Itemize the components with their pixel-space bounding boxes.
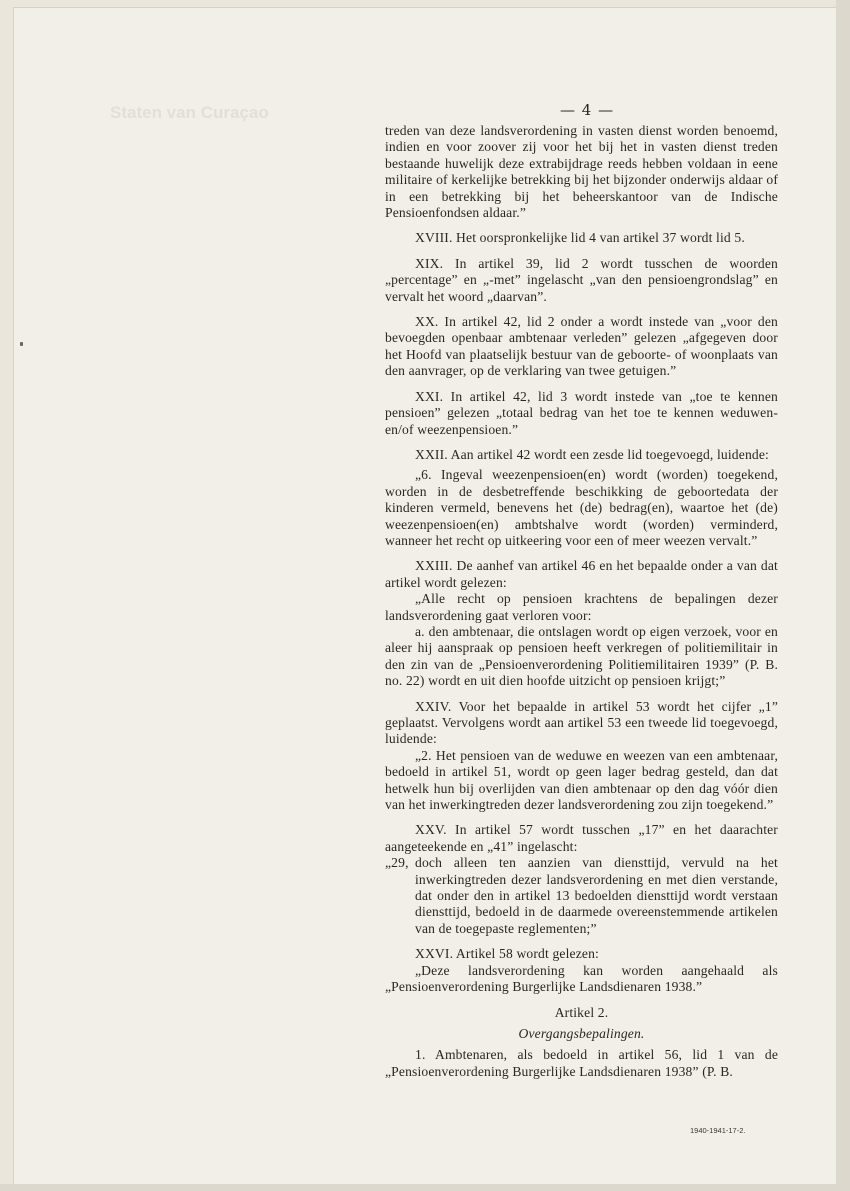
section-xxvi-quote: „Deze landsverordening kan worden aangehaald als „Pensioenverordening Burgerlijke Landsdienaren 1938.”	[385, 962, 778, 995]
section-xxiii-item-a: a. den ambtenaar, die ontslagen wordt op eigen verzoek, voor en aleer hij aanspraak op pensioen heeft verkregen of politiemilitair in den zin van de „Pensioenverordening Politiemilitairen 1939” (P. B. no. 22) wordt en uit dien hoofde uitzicht op pensioen krijgt;”	[385, 623, 778, 689]
section-xxiii: XXIII. De aanhef van artikel 46 en het bepaalde onder a van dat artikel wordt gelezen:	[385, 558, 778, 590]
section-xxiv: XXIV. Voor het bepaalde in artikel 53 wordt het cijfer „1” geplaatst. Vervolgens wordt aan artikel 53 een tweede lid toegevoegd, luidende:	[385, 698, 778, 747]
scan-edge-right	[836, 0, 850, 1191]
document-body	[385, 123, 778, 1080]
section-xx: XX. In artikel 42, lid 2 onder a wordt instede van „voor den bevoegden openbaar ambtenaar verleden” gelezen „afgegeven door het Hoofd van plaatselijk bestuur van de geboorte- of woonplaats van den aanvrager, op de verklaring van twee getuigen.”	[385, 314, 778, 379]
section-xxiii-quote: „Alle recht op pensioen krachtens de bepalingen dezer landsverordening gaat verloren voor:	[385, 591, 778, 623]
section-xxv: XXV. In artikel 57 wordt tusschen „17” en het daarachter aangeteekende en „41” ingelascht:	[385, 822, 778, 854]
article-heading: Artikel 2.	[554, 1004, 609, 1020]
show-through-stamp: Staten van Curaçao	[110, 103, 269, 122]
section-xxv-insert-text: doch alleen ten aanzien van diensttijd, vervuld na het inwerkingtreden dezer landsverordening en met dien verstande, dat onder den in artikel 13 bedoelden diensttijd wordt verstaan diensttijd, bedoeld in de daarmede overeenstemmende artikelen van de toegepaste reglementen;”	[415, 855, 778, 936]
punch-mark	[20, 342, 23, 346]
section-xviii: XVIII. Het oorspronkelijke lid 4 van artikel 37 wordt lid 5.	[415, 230, 745, 246]
continuation-paragraph: treden van deze landsverordening in vasten dienst worden benoemd, indien en voor zoover zij voor het bij het in vasten dienst treden bestaande huwelijk deze extrabijdrage reeds hebben voldaan in eene militaire of kerkelijke betrekking bij het bijzonder onderwijs aldaar of in een betrekking bij het beheerskantoor van de Indische Pensioenfondsen aldaar.”	[385, 123, 778, 221]
section-xxii: XXII. Aan artikel 42 wordt een zesde lid toegevoegd, luidende:	[415, 446, 769, 462]
section-xxv-insert	[385, 855, 778, 937]
section-xix: XIX. In artikel 39, lid 2 wordt tusschen de woorden „percentage” en „-met” ingelascht „van den pensioengrondslag” en vervalt het woord „daarvan”.	[385, 255, 778, 304]
article-subheading: Overgangsbepalingen.	[518, 1025, 645, 1041]
section-xxi: XXI. In artikel 42, lid 3 wordt instede van „toe te kennen pensioen” gelezen „totaal bedrag van het toe te kennen weduwen- en/of weezenpensioen.”	[385, 388, 778, 437]
section-xxii-clause: „6. Ingeval weezenpensioen(en) wordt (worden) toegekend, worden in de desbetreffende beschikking de geboortedata der kinderen vermeld, benevens het (de) bedrag(en), waartoe het (de) weezenpensioen(en) ambtshalve wordt (worden) verminderd, wanneer het recht op uitkeering voor een of meer weezen vervalt.”	[385, 467, 778, 548]
scan-edge-bottom	[0, 1184, 850, 1191]
section-xxvi: XXVI. Artikel 58 wordt gelezen:	[415, 946, 599, 962]
section-xxv-insert-number: „29,	[385, 855, 409, 871]
footer-code: 1940-1941-17-2.	[690, 1126, 746, 1135]
closing-paragraph: 1. Ambtenaren, als bedoeld in artikel 56, lid 1 van de „Pensioenverordening Burgerlijke Landsdienaren 1938” (P. B.	[385, 1047, 778, 1079]
section-xxiv-clause: „2. Het pensioen van de weduwe en weezen van een ambtenaar, bedoeld in artikel 51, wordt op geen lager bedrag gesteld, dan dat hetwelk hun bij overlijden van dien ambtenaar op den dag vóór dien van het inwerkingtreden dezer landsverordening zou zijn toegekend.”	[385, 747, 778, 813]
page-number: — 4 —	[560, 101, 615, 119]
